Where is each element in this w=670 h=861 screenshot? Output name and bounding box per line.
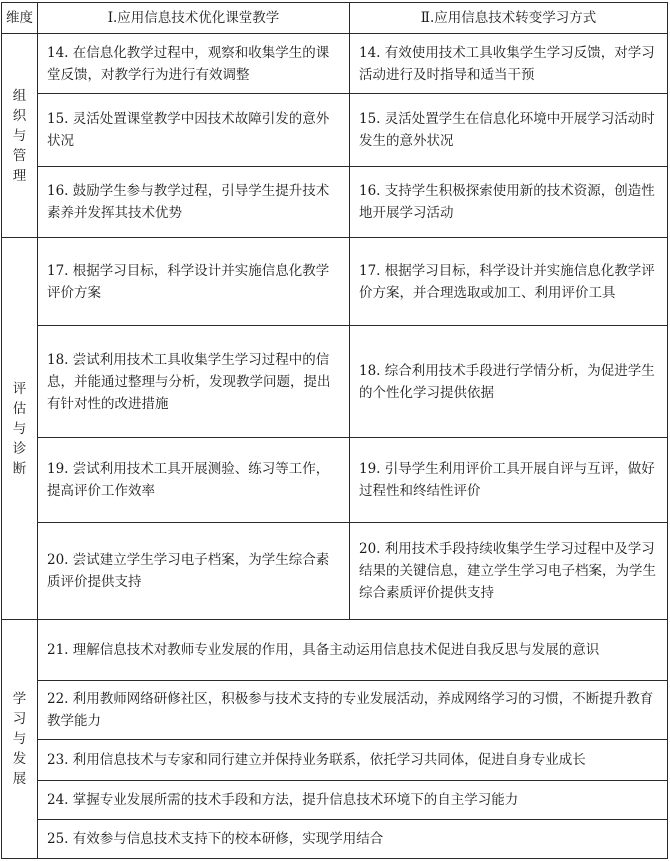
cell-18a: 18. 尝试利用技术工具收集学生学习过程中的信息，并能通过整理与分析，发现教学问题，提出有针对性的改进措施 [38,326,350,438]
competency-table [1,2,668,859]
table-row [2,820,668,859]
table-row [2,34,668,94]
table-row [2,167,668,238]
header-row [2,3,668,34]
table-row [2,781,668,820]
header-col1: Ⅰ.应用信息技术优化课堂教学 [38,3,350,34]
cell-19b: 19. 引导学生利用评价工具开展自评与互评，做好过程性和终结性评价 [350,438,668,523]
header-dimension: 维度 [2,3,38,34]
cell-16b: 16. 支持学生积极探索使用新的技术资源，创造性地开展学习活动 [350,167,668,238]
cell-19a: 19. 尝试利用技术工具开展测验、练习等工作，提高评价工作效率 [38,438,350,523]
group-text: 组织与管理 [12,87,27,184]
cell-22: 22. 利用教师网络研修社区，积极参与技术支持的专业发展活动，养成网络学习的习惯，不断提升教育教学能力 [38,681,668,740]
table-row [2,620,668,681]
header-col2: Ⅱ.应用信息技术转变学习方式 [350,3,668,34]
table-row [2,681,668,740]
table-row [2,238,668,326]
cell-17a: 17. 根据学习目标，科学设计并实施信息化教学评价方案 [38,238,350,326]
cell-14b: 14. 有效使用技术工具收集学生学习反馈，对学习活动进行及时指导和适当干预 [350,34,668,94]
cell-16a: 16. 鼓励学生参与教学过程，引导学生提升技术素养并发挥其技术优势 [38,167,350,238]
group-text: 评估与诊断 [12,380,27,477]
cell-14a: 14. 在信息化教学过程中，观察和收集学生的课堂反馈，对教学行为进行有效调整 [38,34,350,94]
table-row [2,523,668,620]
cell-21: 21. 理解信息技术对教师专业发展的作用，具备主动运用信息技术促进自我反思与发展的意识 [38,620,668,681]
table-row [2,740,668,781]
table-row [2,326,668,438]
cell-15b: 15. 灵活处置学生在信息化环境中开展学习活动时发生的意外状况 [350,94,668,167]
cell-17b: 17. 根据学习目标，科学设计并实施信息化教学评价方案，并合理选取或加工、利用评价工具 [350,238,668,326]
cell-20b: 20. 利用技术手段持续收集学生学习过程中及学习结果的关键信息，建立学生学习电子档案，为学生综合素质评价提供支持 [350,523,668,620]
table-row [2,438,668,523]
group-label-evaluation [2,238,38,620]
cell-25: 25. 有效参与信息技术支持下的校本研修，实现学用结合 [38,820,668,859]
cell-15a: 15. 灵活处置课堂教学中因技术故障引发的意外状况 [38,94,350,167]
cell-23: 23. 利用信息技术与专家和同行建立并保持业务联系，依托学习共同体，促进自身专业成长 [38,740,668,781]
group-text: 学习与发展 [12,691,27,787]
cell-24: 24. 掌握专业发展所需的技术手段和方法，提升信息技术环境下的自主学习能力 [38,781,668,820]
table-row [2,94,668,167]
group-label-organization [2,34,38,238]
group-label-development [2,620,38,859]
cell-18b: 18. 综合利用技术手段进行学情分析，为促进学生的个性化学习提供依据 [350,326,668,438]
cell-20a: 20. 尝试建立学生学习电子档案，为学生综合素质评价提供支持 [38,523,350,620]
